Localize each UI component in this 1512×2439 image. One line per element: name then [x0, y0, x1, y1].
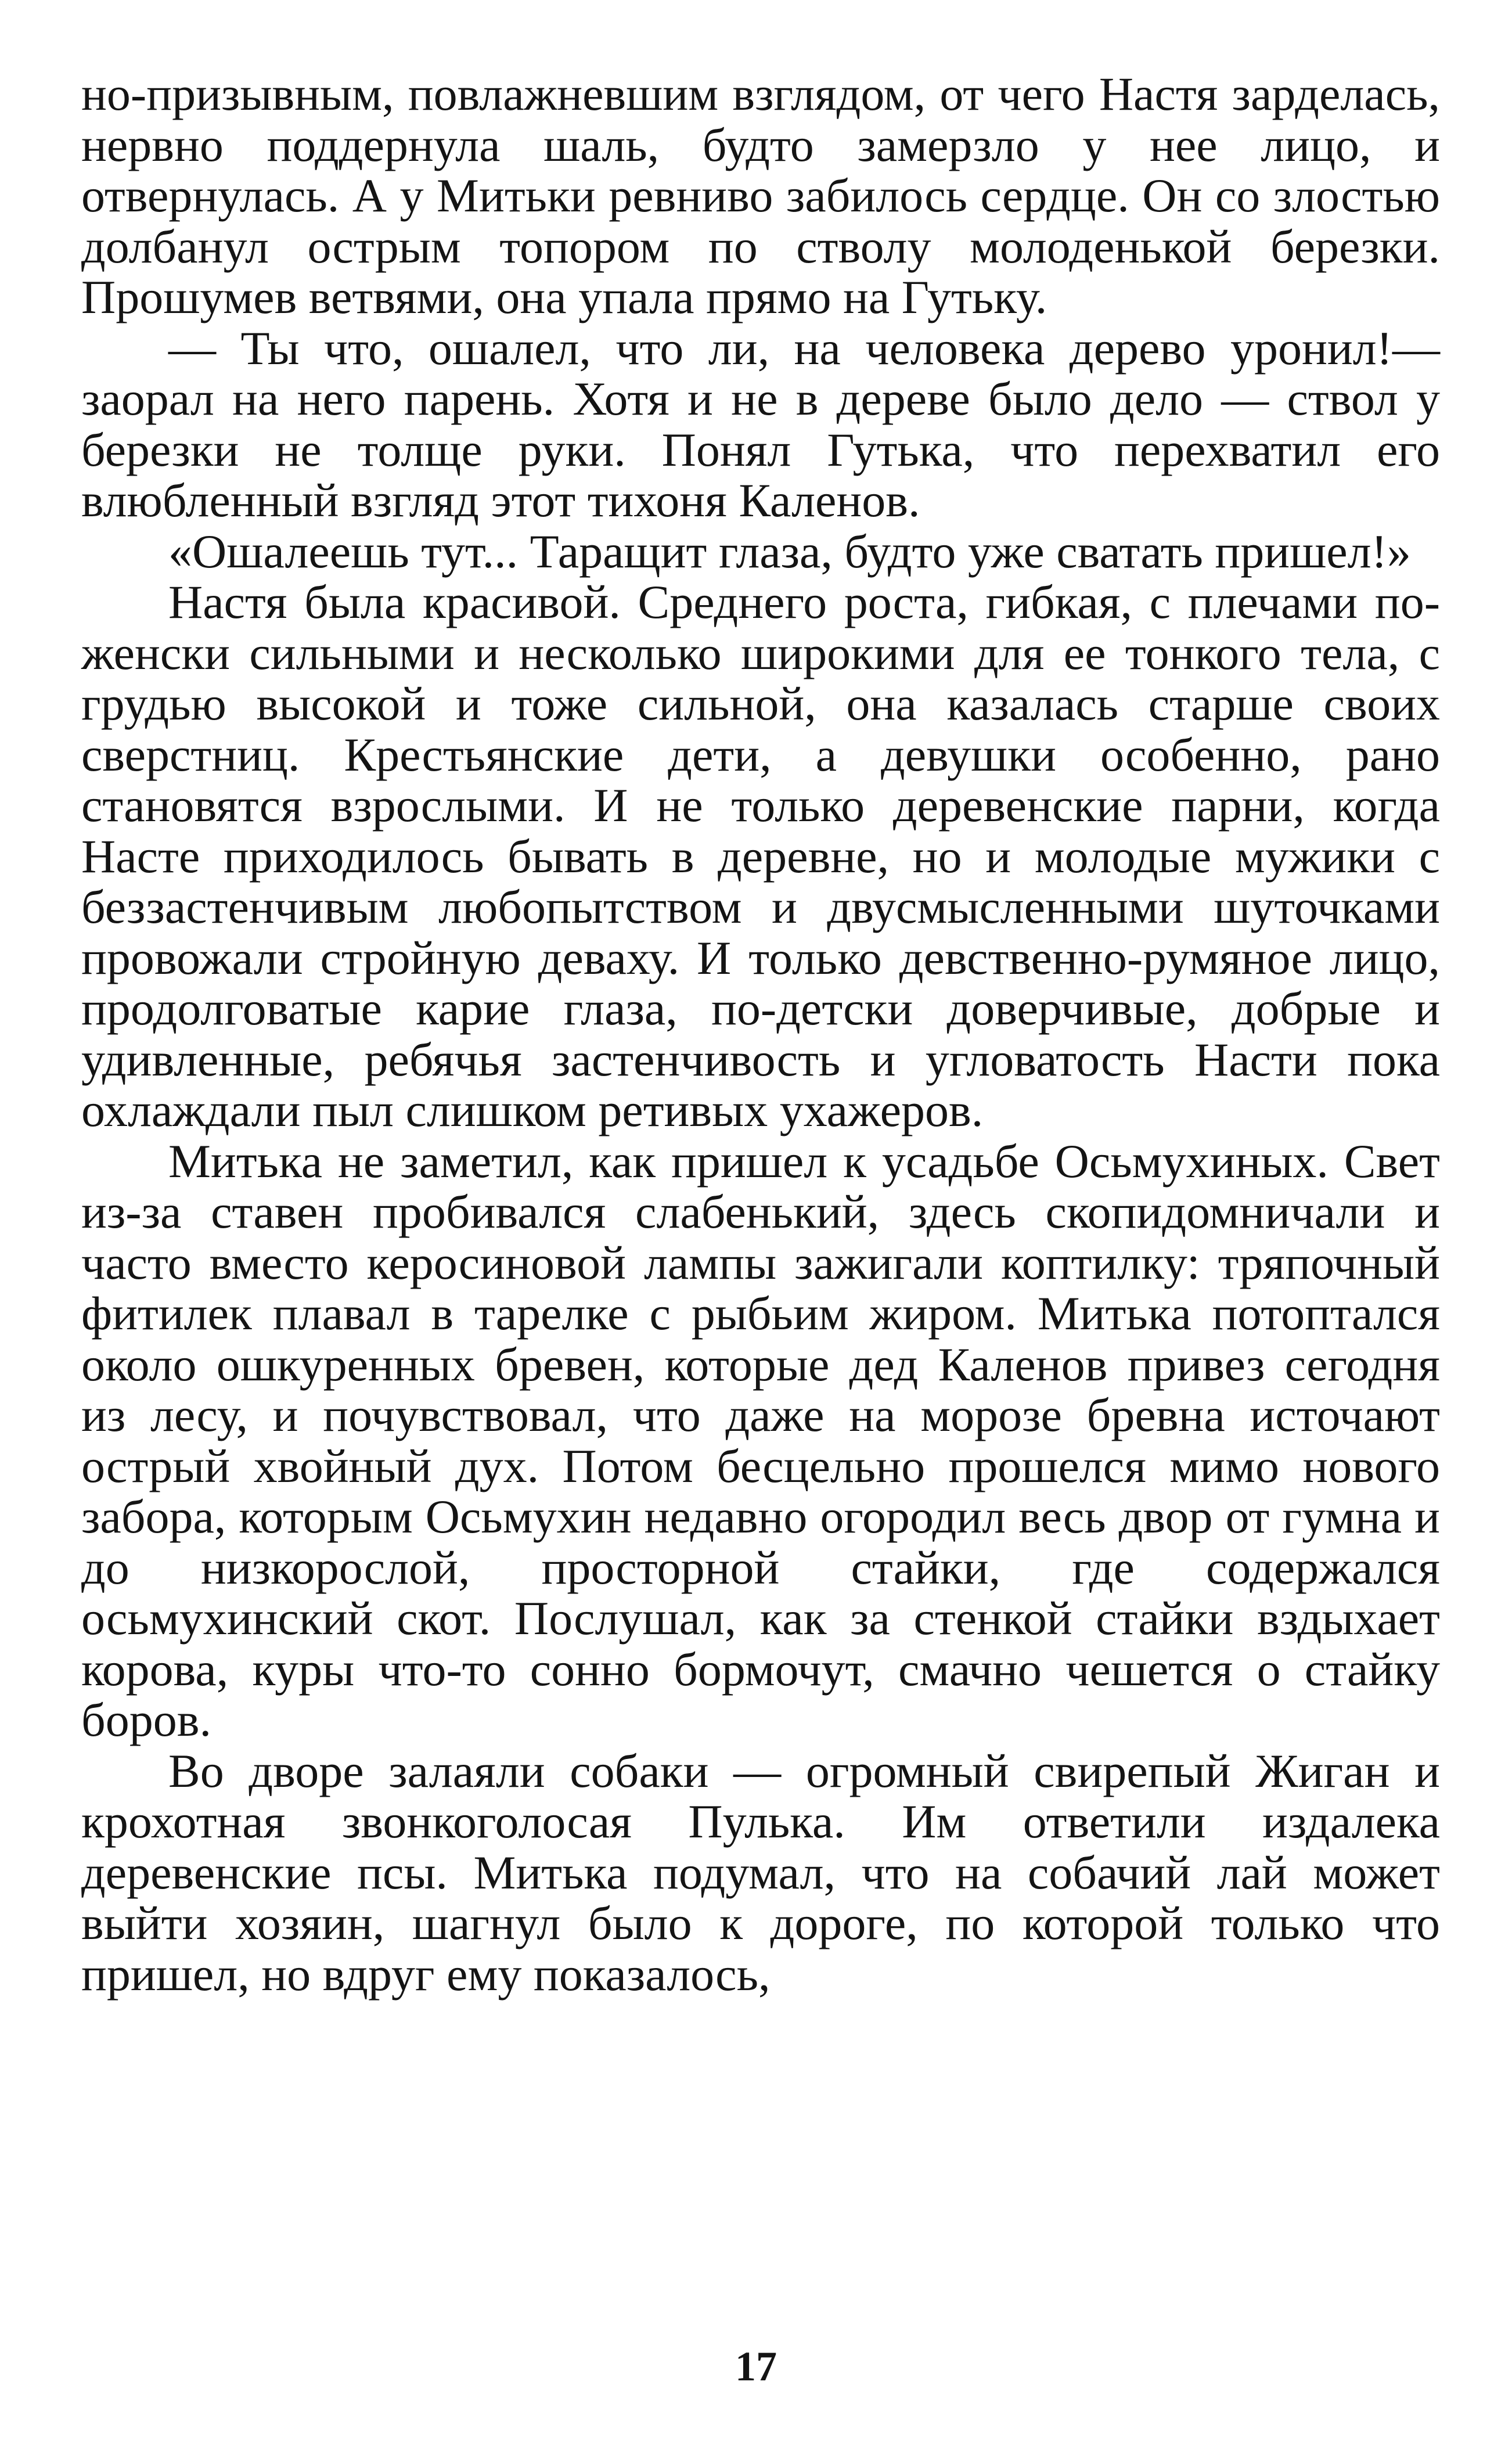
body-text — [81, 69, 1440, 1999]
paragraph-6: Во дворе залаяли собаки — огромный свирепый Жиган и крохотная звонкоголосая Пулька. Им ответили издалека деревенские псы. Митька подумал, что на собачий лай может выйти хозяин, шагнул было к дороге, по которой только что пришел, но вдруг ему показалось, — [81, 1744, 1440, 2001]
paragraph-5: Митька не заметил, как пришел к усадьбе Осьмухиных. Свет из-за ставен пробивался слабенький, здесь скопидомничали и часто вместо керосиновой лампы зажигали коптилку: тряпочный фитилек плавал в тарелке с рыбьим жиром. Митька потоптался около ошкуренных бревен, которые дед Каленов привез сегодня из лесу, и почувствовал, что даже на морозе бревна источают острый хвойный дух. Потом бесцельно прошелся мимо нового забора, которым Осьмухин недавно огородил весь двор от гумна и до низкорослой, просторной стайки, где содержался осьмухинский скот. Послушал, как за стенкой стайки вздыхает корова, куры что-то сонно бормочут, смачно чешется о стайку боров. — [81, 1134, 1440, 1746]
paragraph-2: — Ты что, ошалел, что ли, на человека дерево уронил!— заорал на него парень. Хотя и не в дереве было дело — ствол у березки не толще руки. Понял Гутька, что перехватил его влюбленный взгляд этот тихоня Каленов. — [81, 321, 1440, 527]
paragraph-1: но-призывным, повлажневшим взглядом, от чего Настя зарделась, нервно поддернула шаль, будто замерзло у нее лицо, и отвернулась. А у Митьки ревниво забилось сердце. Он со злостью долбанул острым топором по стволу молоденькой березки. Прошумев ветвями, она упала прямо на Гутьку. — [81, 67, 1440, 323]
page-number: 17 — [735, 2343, 777, 2390]
paragraph-4: Настя была красивой. Среднего роста, гибкая, с плечами по-женски сильными и несколько широкими для ее тонкого тела, с грудью высокой и тоже сильной, она казалась старше своих сверстниц. Крестьянские дети, а девушки особенно, рано становятся взрослыми. И не только деревенские парни, когда Насте приходилось бывать в деревне, но и молодые мужики с беззастенчивым любопытством и двусмысленными шуточками провожали стройную деваху. И только девственно-румяное лицо, продолговатые карие глаза, по-детски доверчивые, добрые и удивленные, ребячья застенчивость и угловатость Насти пока охлаждали пыл слишком ретивых ухажеров. — [81, 575, 1440, 1136]
paragraph-3: «Ошалеешь тут... Таращит глаза, будто уже сватать пришел!» — [168, 524, 1411, 578]
